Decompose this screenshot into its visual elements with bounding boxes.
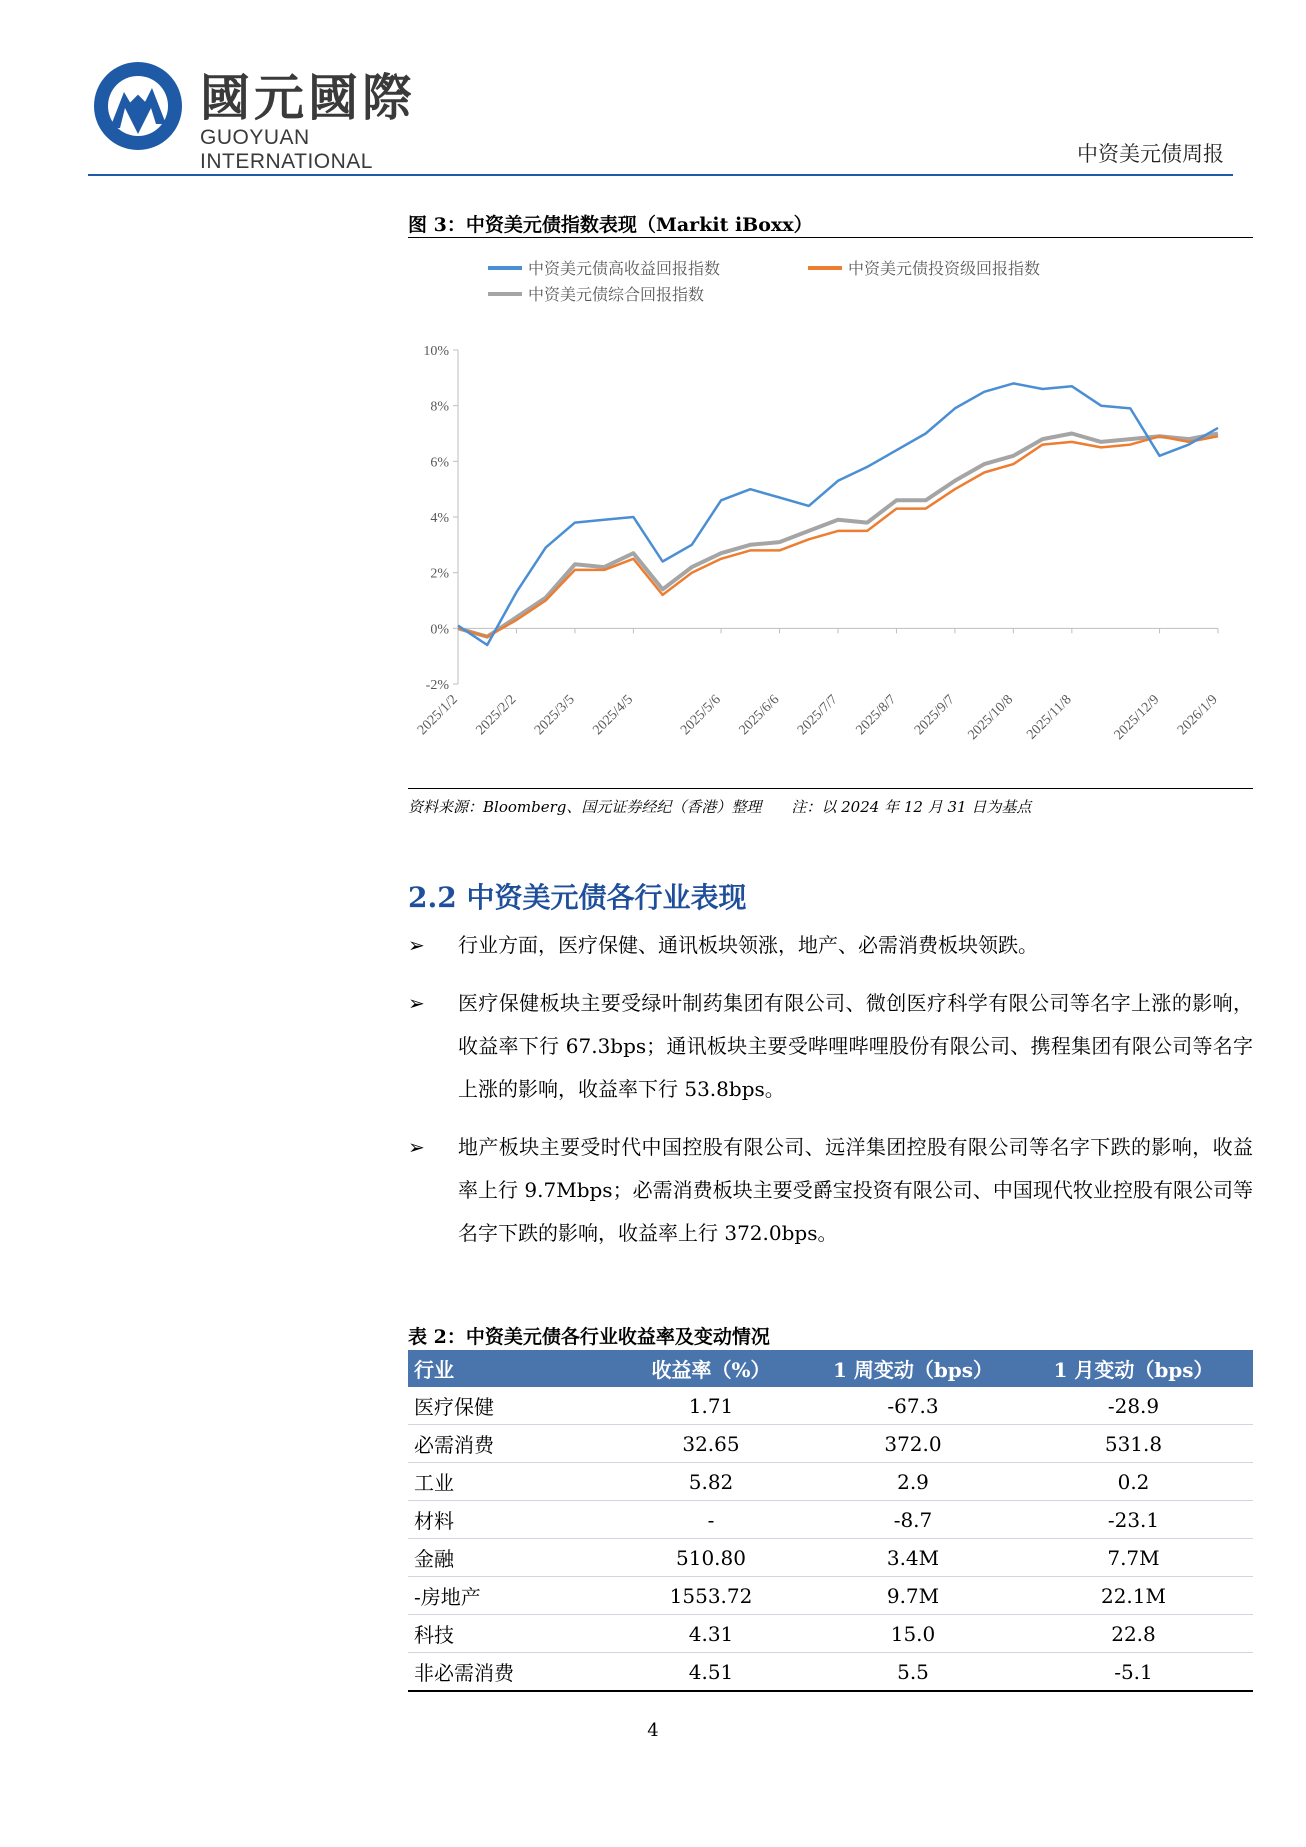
table-row <box>408 1501 1253 1539</box>
y-tick-label: 2% <box>430 566 449 582</box>
legend-label: 中资美元债高收益回报指数 <box>528 259 721 278</box>
bullet-item <box>408 924 1253 967</box>
table-cell: 2.9 <box>812 1463 1014 1501</box>
table-cell: - <box>610 1501 812 1539</box>
figure-bottom-rule <box>408 788 1253 789</box>
table-cell: 7.7M <box>1014 1539 1253 1577</box>
series-line <box>458 436 1218 636</box>
y-tick-label: 0% <box>430 622 449 638</box>
table-cell: -67.3 <box>812 1387 1014 1425</box>
company-logo <box>90 58 462 173</box>
bullet-arrow-icon: ➢ <box>408 1135 425 1159</box>
table-cell: -8.7 <box>812 1501 1014 1539</box>
table-cell: 372.0 <box>812 1425 1014 1463</box>
table-cell: 5.5 <box>812 1653 1014 1692</box>
legend-label: 中资美元债投资级回报指数 <box>848 259 1041 278</box>
x-tick-label: 2025/11/8 <box>1024 692 1075 743</box>
report-name: 中资美元债周报 <box>1077 142 1224 166</box>
table-title: 表 2：中资美元债各行业收益率及变动情况 <box>408 1326 770 1348</box>
table-cell: 15.0 <box>812 1615 1014 1653</box>
table-cell: 材料 <box>408 1501 610 1539</box>
logo-emblem-icon <box>90 58 186 154</box>
x-tick-label: 2025/7/7 <box>795 692 841 739</box>
column-header: 1 周变动（bps） <box>812 1350 1014 1387</box>
table-cell: 科技 <box>408 1615 610 1653</box>
table-cell: -23.1 <box>1014 1501 1253 1539</box>
x-tick-label: 2025/3/5 <box>531 692 578 739</box>
bullet-arrow-icon: ➢ <box>408 991 425 1015</box>
y-tick-label: 8% <box>430 399 449 415</box>
bullet-text: 地产板块主要受时代中国控股有限公司、远洋集团控股有限公司等名字下跌的影响，收益率上行 9.7Mbps；必需消费板块主要受爵宝投资有限公司、中国现代牧业控股有限公司等名字下跌的影响，收益率上行 372.0bps。 <box>458 1135 1253 1245</box>
figure-source-note: 资料来源：Bloomberg、国元证券经纪（香港）整理 注：以 2024 年 12 月 31 日为基点 <box>408 798 1032 816</box>
table-row <box>408 1653 1253 1692</box>
x-tick-label: 2025/6/6 <box>736 692 783 739</box>
table-cell: -5.1 <box>1014 1653 1253 1692</box>
column-header: 1 月变动（bps） <box>1014 1350 1253 1387</box>
x-tick-label: 2025/5/6 <box>678 692 724 739</box>
x-tick-label: 2025/10/8 <box>965 692 1017 743</box>
table-cell: 4.51 <box>610 1653 812 1692</box>
table-cell: 32.65 <box>610 1425 812 1463</box>
series-line <box>458 434 1218 637</box>
table-cell: 金融 <box>408 1539 610 1577</box>
table-row <box>408 1615 1253 1653</box>
bullet-text: 行业方面，医疗保健、通讯板块领涨，地产、必需消费板块领跌。 <box>458 933 1038 957</box>
section-title: 2.2 中资美元债各行业表现 <box>408 881 747 914</box>
table-cell: 4.31 <box>610 1615 812 1653</box>
industry-yield-table <box>408 1350 1253 1692</box>
table-row <box>408 1539 1253 1577</box>
x-tick-label: 2025/8/7 <box>853 692 900 739</box>
table-cell: -房地产 <box>408 1577 610 1615</box>
index-performance-chart <box>408 238 1253 788</box>
table-cell: -28.9 <box>1014 1387 1253 1425</box>
table-row <box>408 1577 1253 1615</box>
x-tick-label: 2025/12/9 <box>1111 692 1163 743</box>
table-cell: 9.7M <box>812 1577 1014 1615</box>
table-cell: 531.8 <box>1014 1425 1253 1463</box>
logo-english-name: GUOYUAN INTERNATIONAL <box>200 126 373 173</box>
table-cell: 22.8 <box>1014 1615 1253 1653</box>
series-line <box>458 383 1218 645</box>
x-tick-label: 2025/9/7 <box>911 692 958 739</box>
bullet-text: 医疗保健板块主要受绿叶制药集团有限公司、微创医疗科学有限公司等名字上涨的影响，收益率下行 67.3bps；通讯板块主要受哔哩哔哩股份有限公司、携程集团有限公司等名字上涨的影响，收益率下行 53.8bps。 <box>458 991 1253 1101</box>
table-cell: 3.4M <box>812 1539 1014 1577</box>
header-divider <box>88 174 1233 176</box>
bullet-item <box>408 982 1253 1111</box>
table-cell: 必需消费 <box>408 1425 610 1463</box>
table-cell: 0.2 <box>1014 1463 1253 1501</box>
table-cell: 510.80 <box>610 1539 812 1577</box>
table-header-row <box>408 1350 1253 1387</box>
table-cell: 工业 <box>408 1463 610 1501</box>
bullet-item <box>408 1126 1253 1255</box>
table-cell: 22.1M <box>1014 1577 1253 1615</box>
x-tick-label: 2025/1/2 <box>415 692 461 739</box>
y-tick-label: 10% <box>423 344 449 359</box>
figure-title: 图 3：中资美元债指数表现（Markit iBoxx） <box>408 214 813 236</box>
y-tick-label: 6% <box>430 455 449 471</box>
x-tick-label: 2025/4/5 <box>590 692 637 739</box>
x-tick-label: 2026/1/9 <box>1175 692 1221 739</box>
table-cell: 5.82 <box>610 1463 812 1501</box>
x-tick-label: 2025/2/2 <box>473 692 520 739</box>
bullet-arrow-icon: ➢ <box>408 933 425 957</box>
table-cell: 非必需消费 <box>408 1653 610 1692</box>
y-tick-label: -2% <box>425 678 449 693</box>
table-row <box>408 1425 1253 1463</box>
page-number: 4 <box>647 1720 659 1741</box>
table-row <box>408 1387 1253 1425</box>
column-header: 收益率（%） <box>610 1350 812 1387</box>
logo-chinese-name: 國元國際 <box>200 69 416 127</box>
table-cell: 1.71 <box>610 1387 812 1425</box>
legend-label: 中资美元债综合回报指数 <box>528 285 705 304</box>
y-tick-label: 4% <box>430 511 449 526</box>
table-cell: 医疗保健 <box>408 1387 610 1425</box>
table-row <box>408 1463 1253 1501</box>
column-header: 行业 <box>408 1350 610 1387</box>
table-cell: 1553.72 <box>610 1577 812 1615</box>
